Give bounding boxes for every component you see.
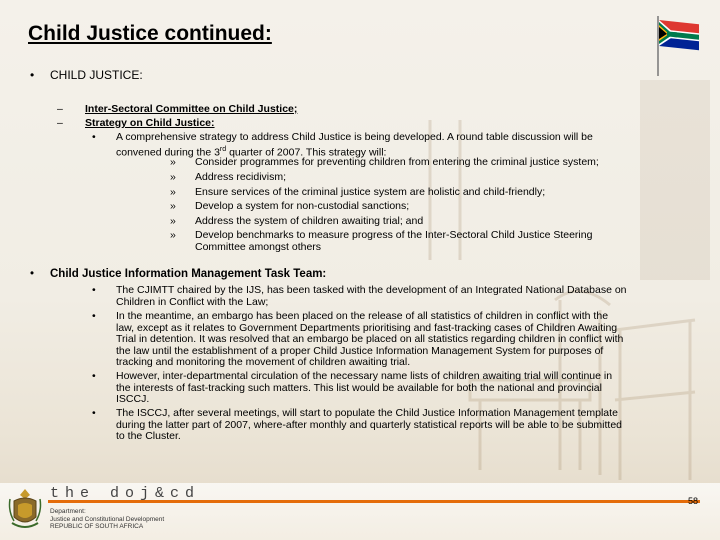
- subitem-inter-sectoral: [57, 104, 297, 116]
- guillemet-marker: »: [170, 229, 176, 241]
- guillemet-marker: »: [170, 215, 176, 227]
- dash-marker: –: [57, 103, 63, 115]
- subitem-strategy: [57, 118, 215, 130]
- bullet-marker: •: [30, 68, 35, 82]
- bullet-marker: •: [92, 407, 96, 419]
- coat-of-arms-icon: [8, 487, 42, 535]
- will-item: [170, 187, 545, 199]
- paragraph-line: Trial in detention. It was resolved that an embargo be placed on all statistics regarding children in conflict with: [116, 333, 624, 346]
- brand-wordmark: the doj&cd: [50, 485, 201, 502]
- will-item: [170, 230, 592, 253]
- paragraph-isccj: [92, 408, 622, 443]
- paragraph-circulation: [92, 371, 612, 406]
- strategy-paragraph: [92, 132, 593, 159]
- bullet-marker: •: [92, 131, 96, 143]
- paragraph-line: The CJIMTT chaired by the IJS, has been tasked with the development of an Integrated National Database on: [116, 284, 627, 296]
- bullet-marker: •: [92, 284, 96, 296]
- subitem-label: Inter-Sectoral Committee on Child Justice;: [85, 103, 298, 115]
- will-item-text: Develop benchmarks to measure progress of the Inter-Sectoral Child Justice Steering: [195, 229, 593, 241]
- bullet-marker: •: [92, 370, 96, 382]
- subitem-label: Strategy on Child Justice:: [85, 117, 215, 129]
- will-item-text: Consider programmes for preventing children from entering the criminal justice system;: [195, 156, 599, 168]
- strategy-line: A comprehensive strategy to address Child Justice is being developed. A round table discussion will be: [116, 131, 593, 143]
- will-item: [170, 172, 286, 184]
- section-info-management: [30, 269, 326, 281]
- south-african-flag-icon: [652, 14, 704, 78]
- paragraph-embargo: [92, 311, 623, 369]
- will-item-text: Develop a system for non-custodial sanctions;: [195, 200, 410, 212]
- paragraph-line: The ISCCJ, after several meetings, will start to populate the Child Justice Information Management template: [116, 407, 618, 419]
- will-item-text: Ensure services of the criminal justice system are holistic and child-friendly;: [195, 186, 546, 198]
- section-heading: CHILD JUSTICE:: [50, 68, 143, 82]
- paragraph-line: In the meantime, an embargo has been placed on the release of all statistics of children in conflict with the: [116, 310, 609, 322]
- section-heading: Child Justice Information Management Task Team:: [50, 268, 327, 280]
- guillemet-marker: »: [170, 200, 176, 212]
- paragraph-line: ISCCJ.: [116, 393, 150, 406]
- paragraph-line: tracking and monitoring the movement of children awaiting trial.: [116, 356, 411, 369]
- bullet-marker: •: [92, 310, 96, 322]
- will-item: [170, 216, 423, 228]
- will-item: [170, 157, 599, 169]
- will-item-text: Committee amongst others: [195, 240, 322, 253]
- dash-marker: –: [57, 117, 63, 129]
- will-item-text: Address the system of children awaiting trial; and: [195, 215, 424, 227]
- guillemet-marker: »: [170, 156, 176, 168]
- paragraph-line: Children in Conflict with the Law;: [116, 295, 269, 308]
- guillemet-marker: »: [170, 171, 176, 183]
- will-item: [170, 201, 409, 213]
- strategy-line: convened during the 3rd quarter of 2007. This strategy will:: [116, 145, 387, 159]
- paragraph-line: However, inter-departmental circulation of the necessary name lists of children awaiting trial will continue in: [116, 370, 613, 382]
- page-number: 58: [688, 496, 699, 506]
- department-name: Department: Justice and Constitutional Development REPUBLIC OF SOUTH AFRICA: [50, 508, 165, 530]
- section-child-justice: [30, 70, 143, 82]
- paragraph-line: the interests of fast-tracking such matters. This list would be available for both the national and provincial: [116, 381, 602, 394]
- slide-title: Child Justice continued:: [28, 22, 272, 45]
- paragraph-line: the law until the establishment of a proper Child Justice Information Management System for purposes of: [116, 344, 604, 357]
- paragraph-line: during the latter part of 2007, where-after monthly and quarterly statistical reports will be able to be submitted: [116, 418, 623, 431]
- bullet-marker: •: [30, 268, 35, 280]
- paragraph-line: law, except as it relates to Government Departments prioritising and fast-tracking cases of Children Awaiting: [116, 321, 618, 334]
- guillemet-marker: »: [170, 186, 176, 198]
- paragraph-line: to the Cluster.: [116, 430, 181, 443]
- footer: [0, 483, 720, 540]
- paragraph-cjimtt: [92, 285, 627, 308]
- will-item-text: Address recidivism;: [195, 171, 287, 183]
